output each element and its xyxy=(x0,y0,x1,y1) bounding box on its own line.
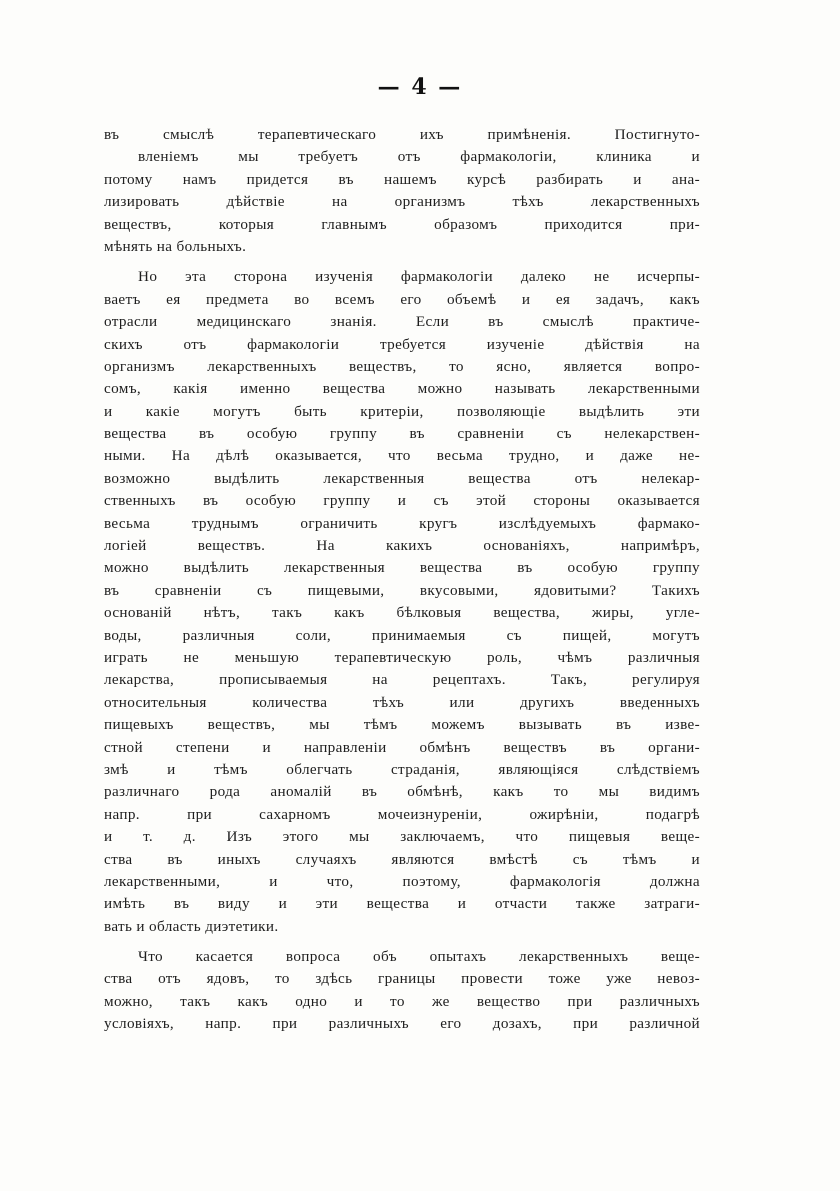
text-line: Что касается вопроса объ опытахъ лекарственныхъ веще- xyxy=(138,948,700,966)
text-line: сомъ, какія именно вещества можно называть лекарственными xyxy=(104,380,700,398)
text-line: лекарственными, и что, поэтому, фармакологія должна xyxy=(104,872,700,890)
text-line: веществъ, которыя главнымъ образомъ приходится при- xyxy=(104,215,700,233)
text-line: возможно выдѣлить лекарственныя вещества отъ нелекар- xyxy=(104,469,700,487)
text-line: отрасли медицинскаго знанія. Если въ смыслѣ практиче- xyxy=(104,313,700,331)
text-line: змѣ и тѣмъ облегчать страданія, являющіяся слѣдствіемъ xyxy=(104,760,700,778)
text-line: условіяхъ, напр. при различныхъ его дозахъ, при различной xyxy=(104,1015,700,1033)
text-line: организмъ лекарственныхъ веществъ, то ясно, является вопро- xyxy=(104,357,700,375)
text-line: лекарства, прописываемыя на рецептахъ. Такъ, регулируя xyxy=(104,671,700,689)
text-line: потому намъ придется въ нашемъ курсѣ разбирать и ана- xyxy=(104,170,700,188)
text-line: основаній нѣтъ, такъ какъ бѣлковыя вещества, жиры, угле- xyxy=(104,604,700,622)
text-line: имѣть въ виду и эти вещества и отчасти также затраги- xyxy=(104,895,700,913)
text-line: и т. д. Изъ этого мы заключаемъ, что пищевыя веще- xyxy=(104,828,700,846)
text-line: воды, различныя соли, принимаемыя съ пищей, могутъ xyxy=(104,626,700,644)
text-line: Но эта сторона изученія фармакологіи далеко не исчерпы- xyxy=(138,268,700,286)
text-line: и какіе могутъ быть критеріи, позволяющіе выдѣлить эти xyxy=(104,402,700,420)
text-line: можно выдѣлить лекарственныя вещества въ особую группу xyxy=(104,559,700,577)
text-line: напр. при сахарномъ мочеизнуреніи, ожирѣніи, подагрѣ xyxy=(104,805,700,823)
text-line: можно, такъ какъ одно и то же вещество при различныхъ xyxy=(104,992,700,1010)
text-line: въ сравненіи съ пищевыми, вкусовыми, ядовитыми? Такихъ xyxy=(104,581,700,599)
text-line: стной степени и направленіи обмѣнъ веществъ въ органи- xyxy=(104,738,700,756)
text-line: вещества въ особую группу въ сравненіи съ нелекарствен- xyxy=(104,425,700,443)
text-line: пищевыхъ веществъ, мы тѣмъ можемъ вызывать въ изве- xyxy=(104,716,700,734)
text-line: ваетъ ея предмета во всемъ его объемѣ и ея задачъ, какъ xyxy=(104,290,700,308)
body-text xyxy=(104,124,700,1036)
page-number: — 4 — xyxy=(377,74,463,100)
text-line: ства въ иныхъ случаяхъ являются вмѣстѣ съ тѣмъ и xyxy=(104,850,700,868)
text-line: логіей веществъ. На какихъ основаніяхъ, напримѣръ, xyxy=(104,537,700,555)
text-line: весьма труднымъ ограничить кругъ изслѣдуемыхъ фармако- xyxy=(104,514,700,532)
text-line: ными. На дѣлѣ оказывается, что весьма трудно, и даже не- xyxy=(104,447,700,465)
paragraph-gap xyxy=(104,258,700,266)
text-line: играть не меньшую терапевтическую роль, чѣмъ различныя xyxy=(104,648,700,666)
text-line: ства отъ ядовъ, то здѣсь границы провести тоже уже невоз- xyxy=(104,970,700,988)
paragraph-gap xyxy=(104,938,700,946)
text-line: различнаго рода аномалій въ обмѣнѣ, какъ то мы видимъ xyxy=(104,783,700,801)
text-line: лизировать дѣйствіе на организмъ тѣхъ лекарственныхъ xyxy=(104,193,700,211)
text-line: скихъ отъ фармакологіи требуется изученіе дѣйствія на xyxy=(104,335,700,353)
text-line: вленіемъ мы требуетъ отъ фармакологіи, клиника и xyxy=(138,148,700,166)
text-line: относительныя количества тѣхъ или другихъ введенныхъ xyxy=(104,693,700,711)
text-line: мѣнять на больныхъ. xyxy=(104,237,247,255)
text-line: въ смыслѣ терапевтическаго ихъ примѣненія. Постигнуто- xyxy=(104,126,700,143)
text-line: вать и область диэтетики. xyxy=(104,917,279,935)
text-line: ственныхъ въ особую группу и съ этой стороны оказывается xyxy=(104,492,700,510)
